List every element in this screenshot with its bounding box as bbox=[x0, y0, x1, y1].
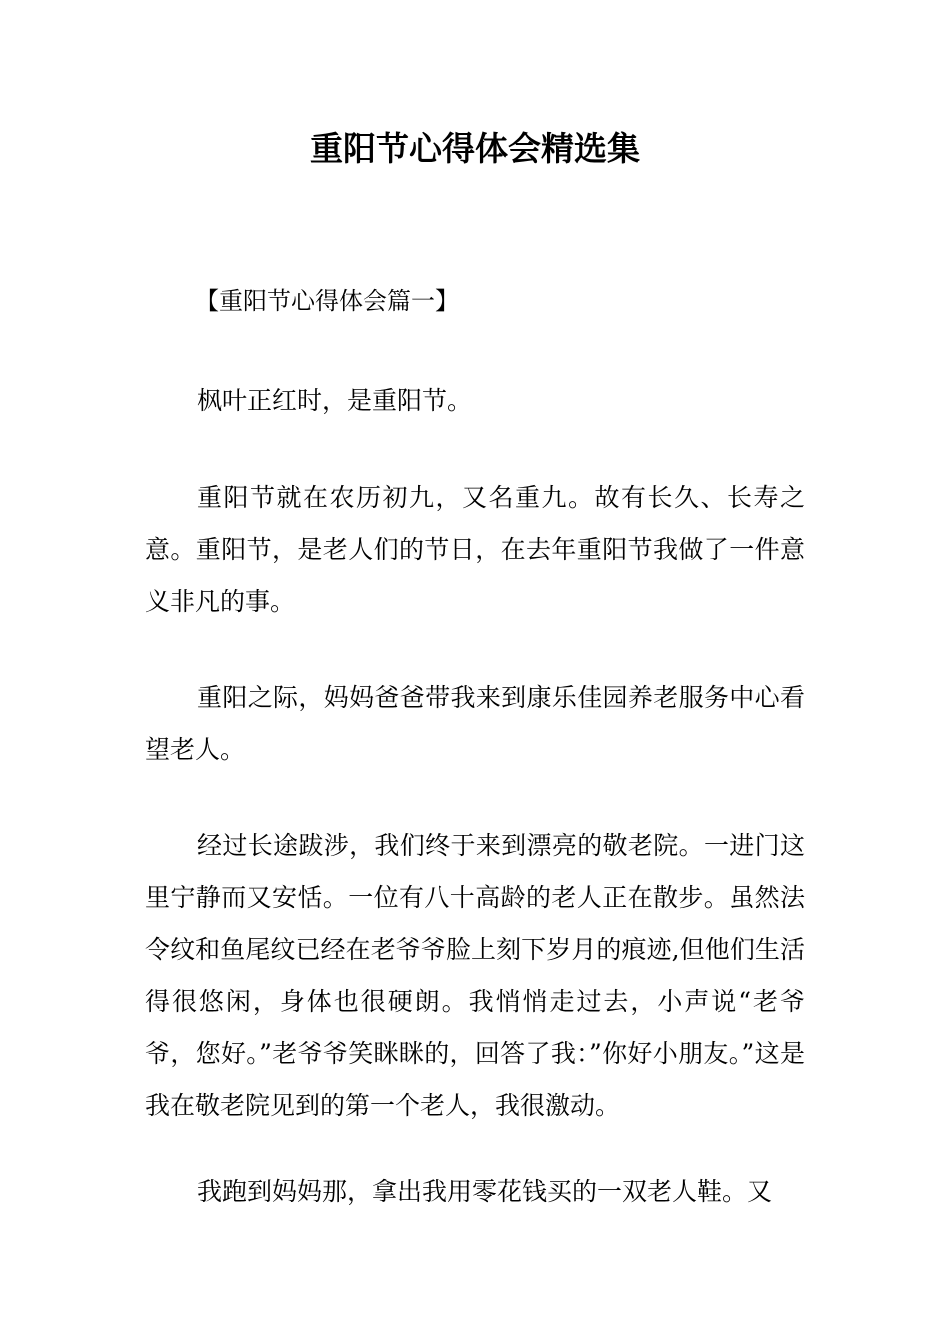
section-heading: 【重阳节心得体会篇一】 bbox=[195, 287, 459, 315]
paragraph-4: 经过长途跋涉，我们终于来到漂亮的敬老院。一进门这里宁静而又安恬。一位有八十高龄的老人正在散步。虽然法令纹和鱼尾纹已经在老爷爷脸上刻下岁月的痕迹,但他们生活得很悠闲，身体也很硬朗。我悄悄走过去，小声说“老爷爷，您好。”老爷爷笑眯眯的，回答了我：”你好小朋友。”这是我在敬老院见到的第一个老人，我很激动。 bbox=[145, 831, 805, 1120]
paragraph-3: 重阳之际，妈妈爸爸带我来到康乐佳园养老服务中心看望老人。 bbox=[145, 683, 805, 764]
paragraph-2: 重阳节就在农历初九，又名重九。故有长久、长寿之意。重阳节，是老人们的节日，在去年重阳节我做了一件意义非凡的事。 bbox=[145, 483, 805, 616]
paragraph-1: 枫叶正红时，是重阳节。 bbox=[197, 386, 473, 415]
document-title: 重阳节心得体会精选集 bbox=[310, 129, 640, 168]
paragraph-5: 我跑到妈妈那，拿出我用零花钱买的一双老人鞋。又 bbox=[197, 1177, 773, 1206]
